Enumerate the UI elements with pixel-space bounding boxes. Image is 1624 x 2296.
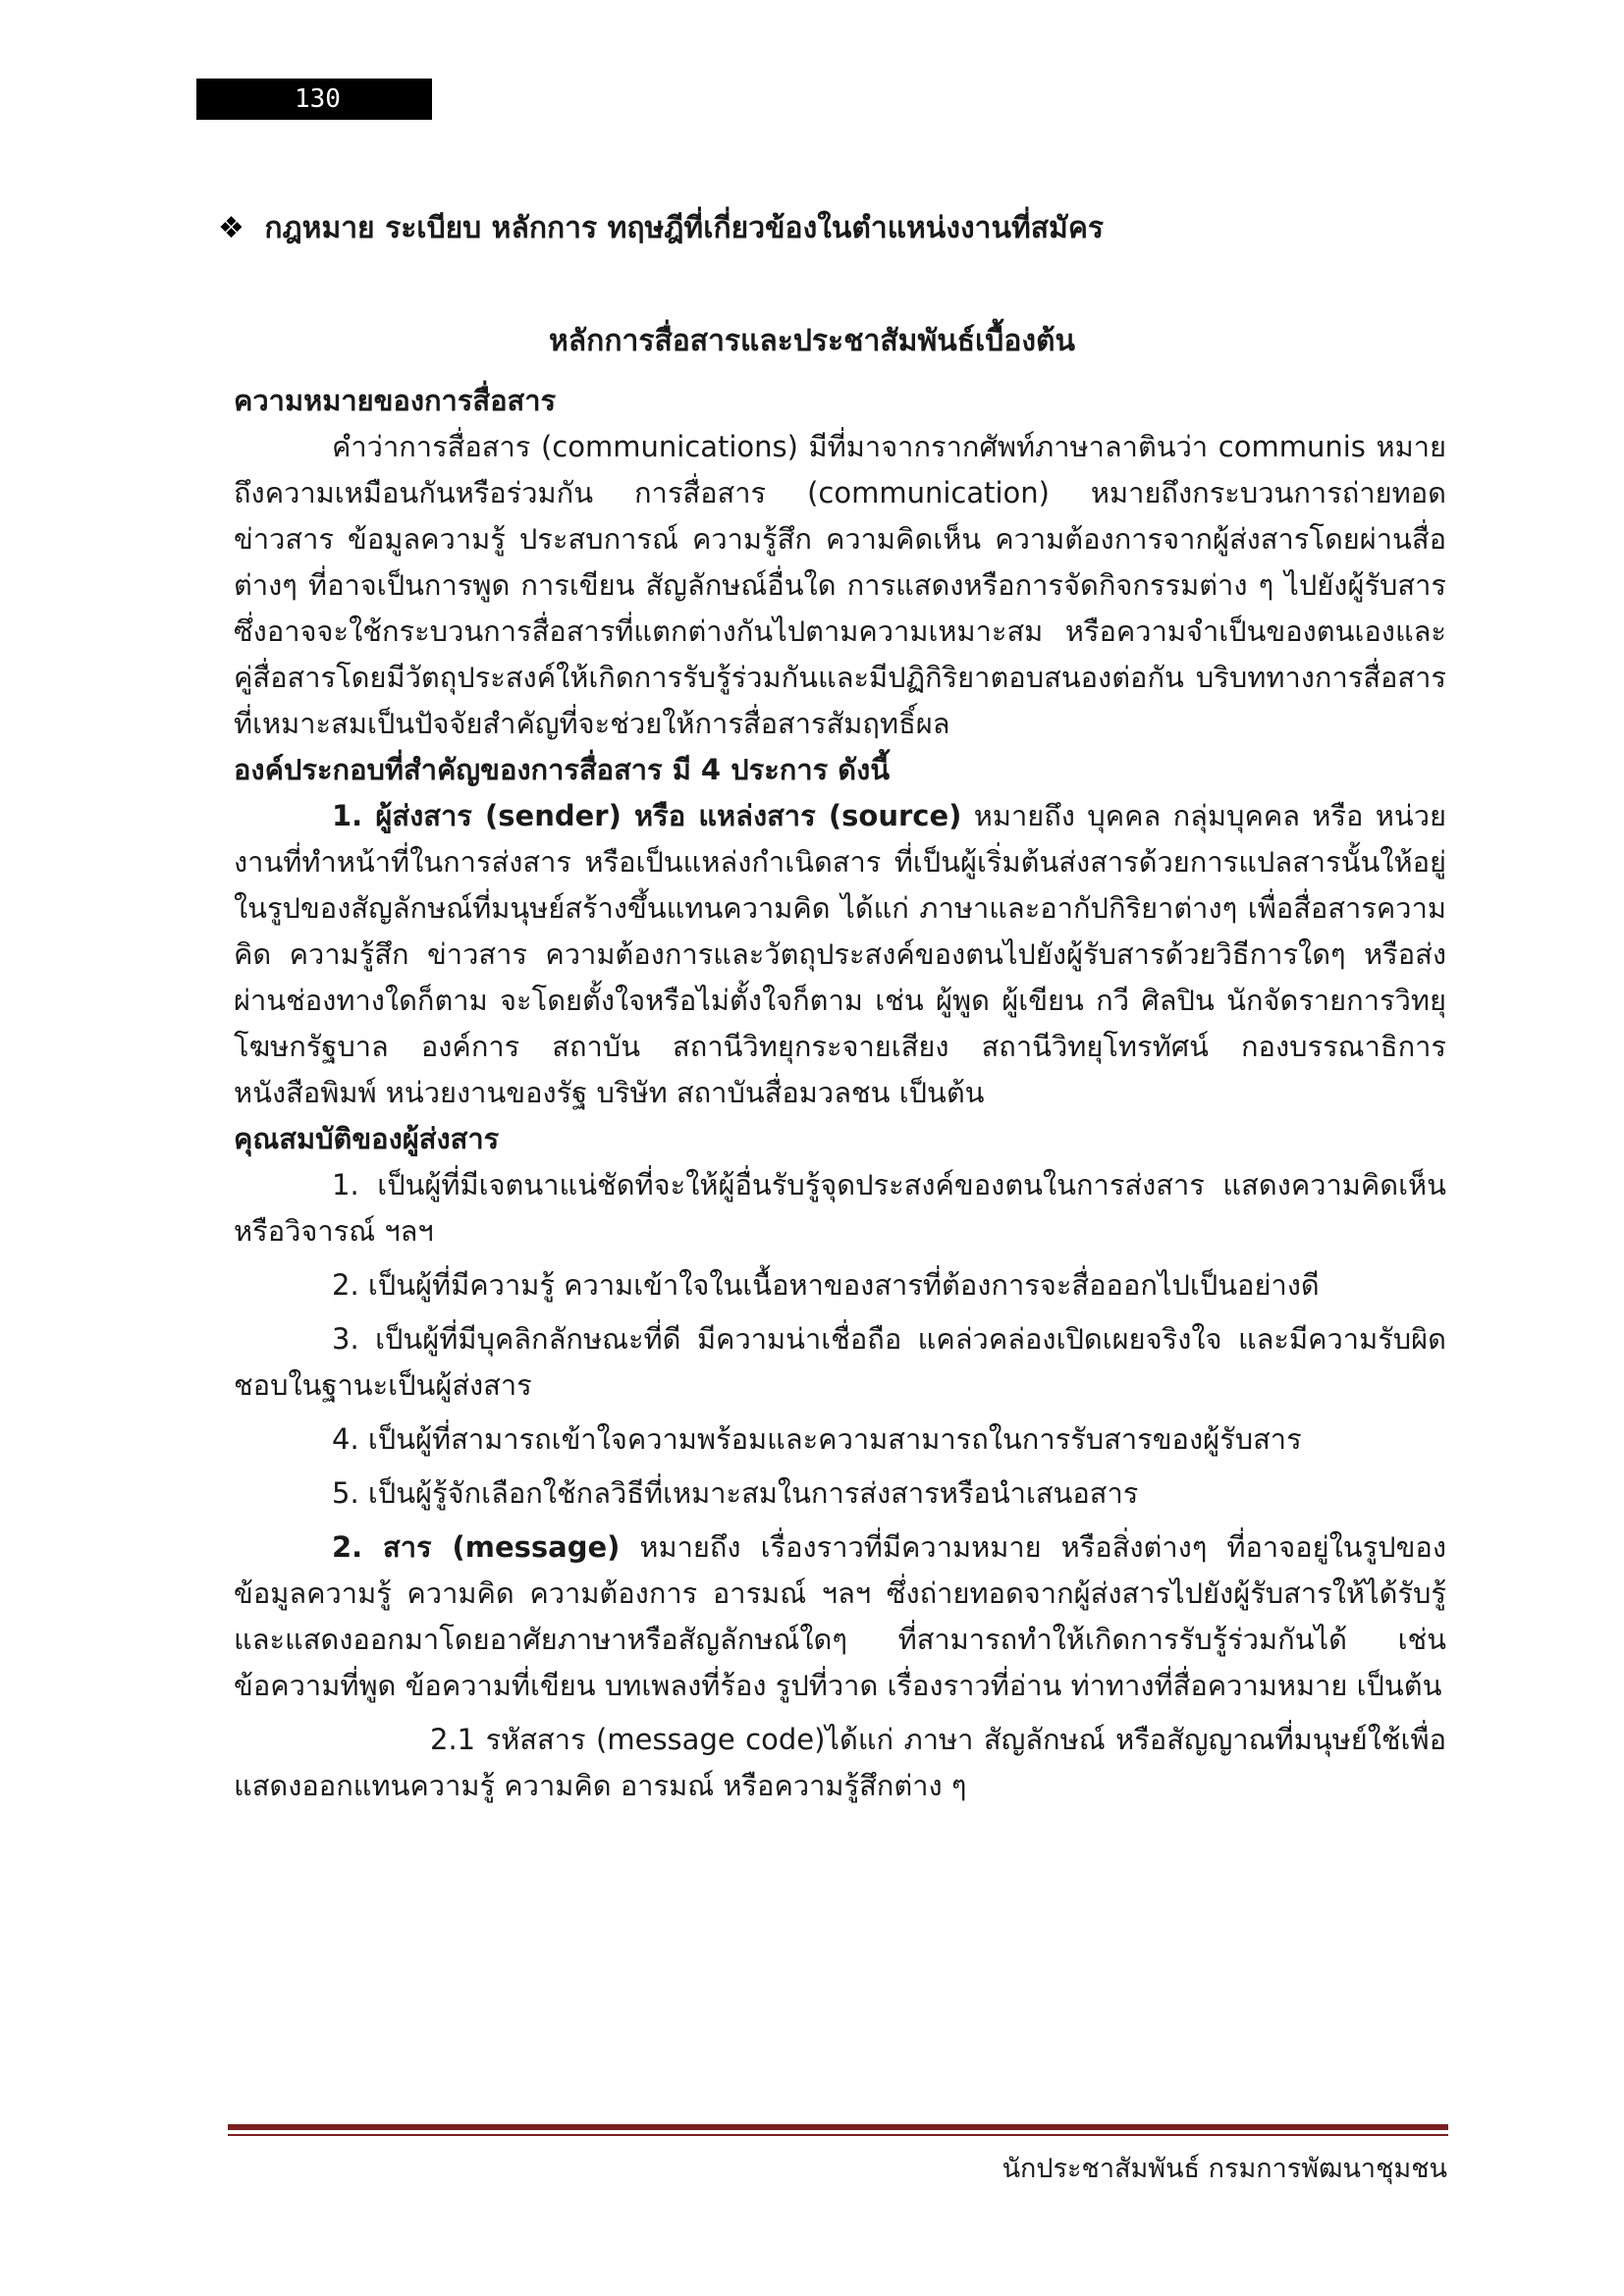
message-lead: 2. สาร (message) [332, 1530, 621, 1564]
paragraph-message-code: 2.1 รหัสสาร (message code)ได้แก่ ภาษา สัญลักษณ์ หรือสัญญาณที่มนุษย์ใช้เพื่อแสดงออกแทนความรู้ ความคิด อารมณ์ หรือความรู้สึกต่าง ๆ [234, 1723, 1446, 1802]
quality-item: 1. เป็นผู้ที่มีเจตนาแน่ชัดที่จะให้ผู้อื่นรับรู้จุดประสงค์ของตนในการส่งสาร แสดงความคิดเห็น หรือวิจารณ์ ฯลฯ [234, 1168, 1446, 1248]
sender-text: หมายถึง บุคคล กลุ่มบุคคล หรือ หน่วยงานที่ทำหน้าที่ในการส่งสาร หรือเป็นแหล่งกำเนิดสาร ที่เป็นผู้เริ่มต้นส่งสารด้วยการแปลสารนั้นให้อยู่ในรูปของสัญลักษณ์ที่มนุษย์สร้างขึ้นแทนความคิด ได้แก่ ภาษาและอากัปกิริยาต่างๆ เพื่อสื่อสารความคิด ความรู้สึก ข่าวสาร ความต้องการและวัตถุประสงค์ของตนไปยังผู้รับสารด้วยวิธีการใดๆ หรือส่งผ่านช่องทางใดก็ตาม จะโดยตั้งใจหรือไม่ตั้งใจก็ตาม เช่น ผู้พูด ผู้เขียน กวี ศิลปิน นักจัดรายการวิทยุ โฆษกรัฐบาล องค์การ สถาบัน สถานีวิทยุกระจายเสียง สถานีวิทยุโทรทัศน์ กองบรรณาธิการหนังสือพิมพ์ หน่วยงานของรัฐ บริษัท สถาบันสื่อมวลชน เป็นต้น [234, 799, 1447, 1109]
sender-lead: 1. ผู้ส่งสาร (sender) หรือ แหล่งสาร (source) [332, 799, 962, 832]
paragraph-meaning: คำว่าการสื่อสาร (communications) มีที่มาจากรากศัพท์ภาษาลาตินว่า communis หมายถึงความเหมือนกันหรือร่วมกัน การสื่อสาร (communication) หมายถึงกระบวนการถ่ายทอดข่าวสาร ข้อมูลความรู้ ประสบการณ์ ความรู้สึก ความคิดเห็น ความต้องการจากผู้ส่งสารโดยผ่านสื่อต่างๆ ที่อาจเป็นการพูด การเขียน สัญลักษณ์อื่นใด การแสดงหรือการจัดกิจกรรมต่าง ๆ ไปยังผู้รับสาร ซึ่งอาจจะใช้กระบวนการสื่อสารที่แตกต่างกันไปตามความเหมาะสม หรือความจำเป็นของตนเองและคู่สื่อสารโดยมีวัตถุประสงค์ให้เกิดการรับรู้ร่วมกันและมีปฏิกิริยาตอบสนองต่อกัน บริบททางการสื่อสารที่เหมาะสมเป็นปัจจัยสำคัญที่จะช่วยให้การสื่อสารสัมฤทธิ์ผล [234, 430, 1446, 740]
document-body [234, 378, 1446, 1809]
footer-rule [228, 2124, 1448, 2130]
footer-rule-thin [228, 2134, 1448, 2136]
quality-item: 2. เป็นผู้ที่มีความรู้ ความเข้าใจในเนื้อหาของสารที่ต้องการจะสื่อออกไปเป็นอย่างดี [332, 1268, 1320, 1302]
paragraph-message [234, 1524, 1446, 1709]
footer-text: นักประชาสัมพันธ์ กรมการพัฒนาชุมชน [1001, 2154, 1447, 2184]
heading-qualities: คุณสมบัติของผู้ส่งสาร [234, 1122, 500, 1155]
paragraph-sender [234, 793, 1446, 1116]
section-title [218, 206, 1494, 251]
message-text: หมายถึง เรื่องราวที่มีความหมาย หรือสิ่งต่างๆ ที่อาจอยู่ในรูปของข้อมูลความรู้ ความคิด ความต้องการ อารมณ์ ฯลฯ ซึ่งถ่ายทอดจากผู้ส่งสารไปยังผู้รับสารให้ได้รับรู้ และแสดงออกมาโดยอาศัยภาษาหรือสัญลักษณ์ใดๆ ที่สามารถทำให้เกิดการรับรู้ร่วมกันได้ เช่น ข้อความที่พูด ข้อความที่เขียน บทเพลงที่ร้อง รูปที่วาด เรื่องราวที่อ่าน ท่าทางที่สื่อความหมาย เป็นต้น [234, 1530, 1446, 1702]
quality-item: 3. เป็นผู้ที่มีบุคลิกลักษณะที่ดี มีความน่าเชื่อถือ แคล่วคล่องเปิดเผยจริงใจ และมีความรับผิดชอบในฐานะเป็นผู้ส่งสาร [234, 1322, 1446, 1402]
section-title-text: กฎหมาย ระเบียบ หลักการ ทฤษฎีที่เกี่ยวข้องในตำแหน่งงานที่สมัคร [264, 211, 1105, 245]
quality-item: 5. เป็นผู้รู้จักเลือกใช้กลวิธีที่เหมาะสมในการส่งสารหรือนำเสนอสาร [332, 1476, 1139, 1510]
diamond-bullet-icon: ❖ [218, 211, 244, 245]
heading-elements: องค์ประกอบที่สำคัญของการสื่อสาร มี 4 ประการ ดังนี้ [234, 753, 891, 786]
page-number: 130 [295, 84, 341, 114]
heading-meaning: ความหมายของการสื่อสาร [234, 384, 557, 417]
main-title: หลักการสื่อสารและประชาสัมพันธ์เบื้องต้น [549, 324, 1075, 358]
quality-item: 4. เป็นผู้ที่สามารถเข้าใจความพร้อมและความสามารถในการรับสารของผู้รับสาร [332, 1422, 1302, 1456]
